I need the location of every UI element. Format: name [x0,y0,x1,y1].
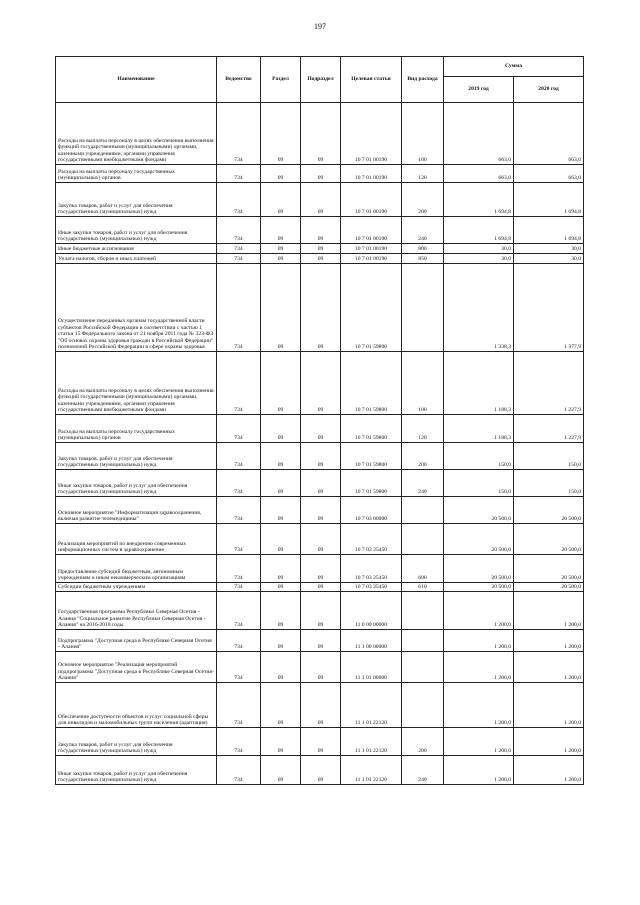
table-row [56,244,584,254]
cell-exp-type: 100 [402,352,444,415]
cell-2020: 20 500,0 [514,555,584,583]
cell-subsection: 09 [301,217,341,244]
cell-name: Реализация мероприятий по внедрению современных информационных систем в здравоохранение [56,524,217,555]
cell-2020: 1 200,0 [514,728,584,756]
cell-2019: 663,0 [444,165,514,183]
table-row [56,103,584,165]
table-row [56,756,584,785]
cell-subsection: 09 [301,415,341,443]
table-row [56,592,584,630]
cell-2019: 1 694,8 [444,217,514,244]
cell-2020: 663,0 [514,103,584,165]
cell-2020: 20 500,0 [514,524,584,555]
budget-table [55,56,584,785]
cell-2019: 1 338,3 [444,264,514,352]
cell-subsection: 09 [301,470,341,497]
cell-name: Расходы на выплаты персоналу государственных (муниципальных) органов [56,415,217,443]
table-row [56,652,584,683]
cell-section: 09 [261,497,301,524]
cell-dept: 734 [217,352,261,415]
cell-target: 11 0 00 00000 [341,592,402,630]
cell-section: 09 [261,244,301,254]
cell-dept: 734 [217,756,261,785]
table-row [56,217,584,244]
cell-section: 09 [261,652,301,683]
cell-exp-type: 610 [402,583,444,592]
cell-2020: 150,0 [514,443,584,470]
cell-2020: 150,0 [514,470,584,497]
cell-exp-type [402,630,444,652]
cell-2020: 1 200,0 [514,683,584,728]
cell-dept: 734 [217,264,261,352]
cell-subsection: 09 [301,630,341,652]
cell-exp-type: 600 [402,555,444,583]
cell-dept: 734 [217,443,261,470]
cell-2019: 20 500,0 [444,497,514,524]
header-subsection: Подраздел [301,57,341,103]
cell-section: 09 [261,592,301,630]
cell-exp-type: 850 [402,254,444,264]
cell-2019: 1 200,0 [444,592,514,630]
cell-subsection: 09 [301,244,341,254]
cell-exp-type [402,683,444,728]
cell-section: 09 [261,470,301,497]
cell-target: 10 7 01 00190 [341,183,402,217]
cell-subsection: 09 [301,165,341,183]
cell-2019: 1 200,0 [444,756,514,785]
header-year-2019: 2019 год [444,77,514,103]
cell-target: 11 1 00 00000 [341,630,402,652]
cell-name: Расходы на выплаты персоналу государственных (муниципальных) органов [56,165,217,183]
table-row [56,183,584,217]
cell-exp-type: 120 [402,415,444,443]
cell-name: Осуществление переданных органам государственной власти субъектов Российской Федерации в соответствии с частью 1 статьи 15 Федерального закона от 21 ноября 2011 года № 323-ФЗ "Об основах охраны здоровья граждан в Российской Федерации" полномочий Российской Федерации в сфере охраны здоровья [56,264,217,352]
cell-2019: 1 200,0 [444,683,514,728]
cell-dept: 734 [217,497,261,524]
cell-dept: 734 [217,244,261,254]
cell-section: 09 [261,756,301,785]
cell-dept: 734 [217,592,261,630]
cell-dept: 734 [217,217,261,244]
cell-section: 09 [261,165,301,183]
cell-subsection: 09 [301,592,341,630]
cell-dept: 734 [217,555,261,583]
header-exp-type: Вид расхода [402,57,444,103]
cell-2019: 30,0 [444,244,514,254]
cell-2020: 663,0 [514,165,584,183]
cell-exp-type [402,524,444,555]
header-year-2020: 2020 год [514,77,584,103]
table-row [56,524,584,555]
cell-target: 10 7 01 00190 [341,254,402,264]
cell-subsection: 09 [301,652,341,683]
cell-2019: 1 200,0 [444,652,514,683]
cell-exp-type [402,652,444,683]
cell-subsection: 09 [301,497,341,524]
cell-target: 10 7 03 25450 [341,555,402,583]
cell-2020: 1 227,9 [514,352,584,415]
table-row [56,352,584,415]
cell-2019: 150,0 [444,470,514,497]
cell-section: 09 [261,183,301,217]
table-row [56,683,584,728]
cell-target: 10 7 01 00190 [341,244,402,254]
cell-name: Предоставление субсидий бюджетным, автономным учреждениям и иным некоммерческим организациям [56,555,217,583]
cell-dept: 734 [217,683,261,728]
cell-name: Обеспечение доступности объектов и услуг социальной сферы для инвалидов и маломобильных групп населения (адаптация) [56,683,217,728]
cell-name: Расходы на выплаты персоналу в целях обеспечения выполнения функций государственными (муниципальными) органами, казенными учреждениями, органами управления государственными внебюджетными фондами [56,352,217,415]
cell-name: Уплата налогов, сборов и иных платежей [56,254,217,264]
cell-2019: 663,0 [444,103,514,165]
cell-name: Закупка товаров, работ и услуг для обеспечения государственных (муниципальных) нужд [56,443,217,470]
cell-exp-type: 240 [402,217,444,244]
cell-name: Основное мероприятие "Реализация мероприятий подпрограммы "Доступная среда в Республике Северная Осетия-Алания" [56,652,217,683]
cell-name: Иные закупки товаров, работ и услуг для обеспечения государственных (муниципальных) нужд [56,470,217,497]
cell-2020: 20 500,0 [514,583,584,592]
cell-2019: 1 694,8 [444,183,514,217]
cell-subsection: 09 [301,583,341,592]
header-dept: Ведомство [217,57,261,103]
table-row [56,264,584,352]
cell-target: 10 7 01 00190 [341,103,402,165]
cell-section: 09 [261,728,301,756]
cell-2020: 1 200,0 [514,756,584,785]
cell-subsection: 09 [301,443,341,470]
cell-name: Закупка товаров, работ и услуг для обеспечения государственных (муниципальных) нужд [56,728,217,756]
table-row [56,254,584,264]
cell-2020: 1 227,9 [514,415,584,443]
cell-section: 09 [261,443,301,470]
cell-dept: 734 [217,728,261,756]
cell-2020: 30,0 [514,254,584,264]
cell-2019: 1 200,0 [444,630,514,652]
cell-target: 10 7 03 25450 [341,583,402,592]
cell-target: 11 1 01 22120 [341,756,402,785]
cell-dept: 734 [217,470,261,497]
cell-exp-type: 200 [402,183,444,217]
cell-section: 09 [261,254,301,264]
cell-subsection: 09 [301,254,341,264]
cell-exp-type [402,264,444,352]
cell-2020: 1 200,0 [514,592,584,630]
cell-subsection: 09 [301,264,341,352]
cell-name: Субсидии бюджетным учреждениям [56,583,217,592]
cell-2020: 1 200,0 [514,630,584,652]
cell-subsection: 09 [301,524,341,555]
cell-exp-type [402,497,444,524]
cell-name: Иные бюджетные ассигнования [56,244,217,254]
cell-target: 10 7 01 00190 [341,217,402,244]
cell-dept: 734 [217,415,261,443]
cell-2019: 150,0 [444,443,514,470]
cell-section: 09 [261,264,301,352]
table-row [56,165,584,183]
cell-2019: 20 500,0 [444,524,514,555]
table-row [56,470,584,497]
cell-section: 09 [261,103,301,165]
cell-dept: 734 [217,254,261,264]
cell-target: 11 1 01 22120 [341,683,402,728]
cell-exp-type: 200 [402,443,444,470]
header-section: Раздел [261,57,301,103]
cell-name: Закупка товаров, работ и услуг для обеспечения государственных (муниципальных) нужд [56,183,217,217]
table-row [56,497,584,524]
header-name: Наименование [56,57,217,103]
cell-subsection: 09 [301,183,341,217]
cell-exp-type: 100 [402,103,444,165]
cell-exp-type: 120 [402,165,444,183]
cell-subsection: 09 [301,103,341,165]
cell-2019: 1 188,3 [444,352,514,415]
cell-2019: 1 200,0 [444,728,514,756]
cell-target: 10 7 01 59800 [341,264,402,352]
cell-dept: 734 [217,103,261,165]
cell-section: 09 [261,583,301,592]
cell-name: Иные закупки товаров, работ и услуг для обеспечения государственных (муниципальных) нужд [56,217,217,244]
header-sum: Сумма [444,57,584,77]
cell-name: Основное мероприятие "Информатизация здравоохранения, включая развитие телемедицины" [56,497,217,524]
cell-exp-type: 800 [402,244,444,254]
cell-section: 09 [261,524,301,555]
cell-2020: 1 377,9 [514,264,584,352]
cell-exp-type [402,592,444,630]
cell-target: 11 1 01 22120 [341,728,402,756]
cell-target: 10 7 03 25450 [341,524,402,555]
cell-2020: 30,0 [514,244,584,254]
cell-dept: 734 [217,630,261,652]
cell-2020: 1 200,0 [514,652,584,683]
cell-dept: 734 [217,165,261,183]
cell-section: 09 [261,683,301,728]
table-row [56,555,584,583]
cell-subsection: 09 [301,756,341,785]
cell-dept: 734 [217,183,261,217]
cell-section: 09 [261,415,301,443]
cell-name: Расходы на выплаты персоналу в целях обеспечения выполнения функций государственными (муниципальными) органами, казенными учреждениями, органами управления государственными внебюджетными фондами [56,103,217,165]
cell-dept: 734 [217,652,261,683]
cell-target: 10 7 01 59800 [341,415,402,443]
cell-section: 09 [261,555,301,583]
cell-2019: 30,0 [444,254,514,264]
cell-section: 09 [261,352,301,415]
table-row [56,443,584,470]
cell-2019: 1 188,3 [444,415,514,443]
cell-name: Подпрограмма "Доступная среда в Республике Северная Осетия - Алания" [56,630,217,652]
table-row [56,583,584,592]
cell-section: 09 [261,630,301,652]
cell-exp-type: 200 [402,728,444,756]
cell-target: 10 7 01 59800 [341,443,402,470]
cell-subsection: 09 [301,352,341,415]
cell-2019: 20 500,0 [444,555,514,583]
table-row [56,728,584,756]
cell-target: 10 7 01 59800 [341,470,402,497]
table-row [56,415,584,443]
cell-2020: 20 500,0 [514,497,584,524]
cell-target: 10 7 01 59800 [341,352,402,415]
header-target: Целевая статья [341,57,402,103]
cell-subsection: 09 [301,683,341,728]
page-number: 197 [314,22,326,31]
cell-dept: 734 [217,583,261,592]
cell-section: 09 [261,217,301,244]
cell-name: Иные закупки товаров, работ и услуг для обеспечения государственных (муниципальных) нужд [56,756,217,785]
cell-2019: 20 500,0 [444,583,514,592]
cell-target: 11 1 01 00000 [341,652,402,683]
cell-name: Государственная программа Республики Северная Осетия - Алания "Социальное развитие Республики Северная Осетия - Алания" на 2016-2018 годы [56,592,217,630]
cell-2020: 1 694,8 [514,217,584,244]
cell-exp-type: 240 [402,756,444,785]
cell-subsection: 09 [301,555,341,583]
cell-dept: 734 [217,524,261,555]
table-row [56,630,584,652]
cell-target: 10 7 03 00000 [341,497,402,524]
cell-target: 10 7 01 00190 [341,165,402,183]
cell-2020: 1 694,8 [514,183,584,217]
cell-exp-type: 240 [402,470,444,497]
cell-subsection: 09 [301,728,341,756]
